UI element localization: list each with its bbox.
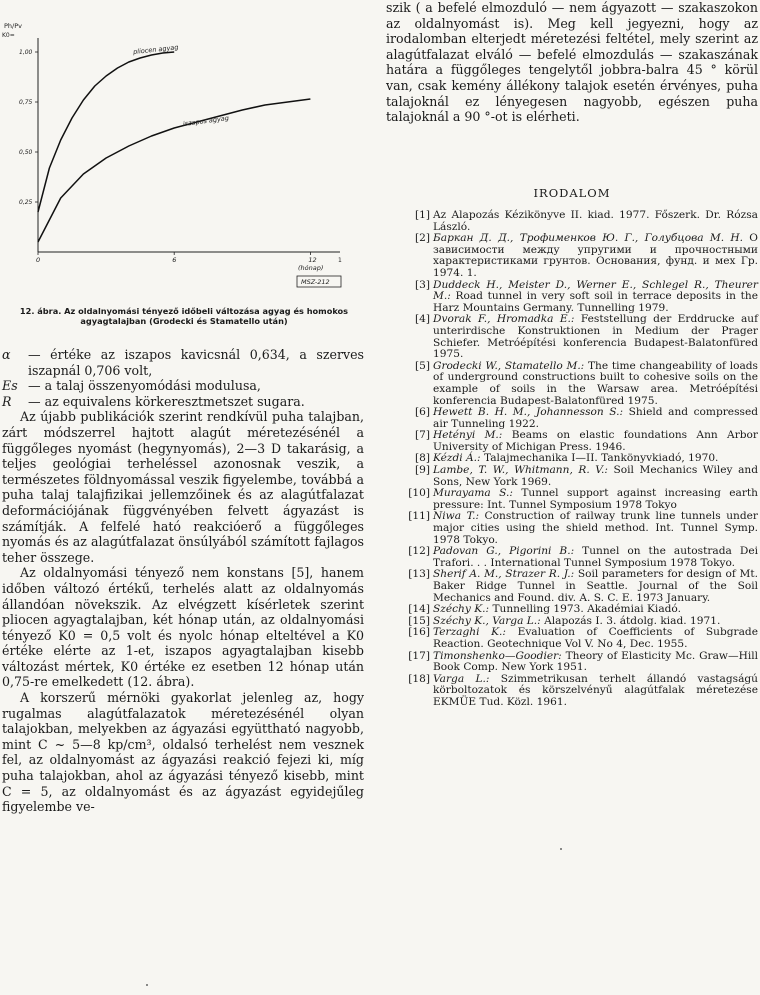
definition-symbol: α [2, 347, 11, 362]
series-label-0: pliocen agyag [132, 43, 179, 56]
reference-number: [1] [414, 209, 430, 221]
y-tick-label: 0,25 [19, 199, 33, 206]
reference-title: Soil Mechanics Wiley and Sons, New York 1969. [433, 464, 758, 488]
y-tick-label: 1,00 [19, 49, 33, 56]
reference-number: [11] [408, 510, 430, 523]
reference-title: Tunnelling 1973. Akadémiai Kiadó. [489, 603, 681, 616]
reference-title: Road tunnel in very soft soil in terrace deposits in the Harz Mountains Germany. Tunnelling 1979. [433, 290, 758, 314]
reference-authors: Niwa T.: [433, 510, 480, 523]
reference-authors: Kézdi Á.: [433, 452, 481, 465]
reference-number: [15] [408, 614, 430, 627]
definition-r [2, 394, 364, 410]
reference-item [398, 280, 758, 315]
x-tick-label: 0 [36, 256, 41, 264]
reference-number: [7] [414, 429, 430, 442]
reference-text [433, 511, 758, 546]
reference-text [433, 314, 758, 360]
paragraph-lateral-coefficient: Az oldalnyomási tényező nem konstans [5], hanem időben változó értékű, terhelés alatt az oldalnyomás állandóan növekszik. Az elvégzett kísérletek szerint pliocen agyagtalajban, két hónap után, az oldalnyomási tényező K0 = 0,5 volt és nyolc hónap elteltével a K0 értéke elérte az 1-et, iszapos agyagtalajban kisebb változást mértek, K0 értéke ez esetben 12 hónap után 0,75-re emelkedett (12. ábra). [2, 565, 364, 690]
reference-item [398, 546, 758, 569]
reference-authors: Баркан Д. Д., Трофименков Ю. Г., Голубцова М. Н. [433, 232, 744, 245]
reference-title: The time changeability of loads of underground constructions built to cohesive soils on the example of soils in the Warsaw area. Metróépítési konferencia Budapest-Balatonfüred 1975. [433, 359, 758, 407]
reference-item [398, 465, 758, 488]
paragraph-soft-soil-design: Az újabb publikációk szerint rendkívül puha talajban, zárt módszerrel hajtott alagút méretezésénél a függőleges nyomást (hegynyomás), 2—3 D takarásig, a teljes geológiai terheléssel azonosnak veszik, a természetes földnyomással veszik figyelembe, továbbá a puha talaj talajfizikai jellemzőinek és az alagútfalazat deformációjának függvényében felvett ágyazást is számítják. A felfelé ható reakcióerő a függőleges nyomás és az alagútfalazat önsúlyából számított fajlagos teher összege. [2, 409, 364, 565]
reference-text [433, 210, 758, 233]
reference-number: [14] [408, 603, 430, 616]
x-axis-label: (hónap) [298, 264, 324, 272]
reference-authors: Duddeck H., Meister D., Werner E., Schlegel R., Theurer M.: [433, 278, 758, 303]
reference-authors: Hewett B. H. M., Johannesson S.: [433, 406, 624, 419]
reference-authors: Terzaghi K.: [433, 626, 506, 639]
reference-authors: Lambe, T. W., Whitmann, R. V.: [433, 464, 608, 477]
definition-text: — a talaj összenyomódási modulusa, [28, 378, 261, 394]
reference-item [398, 569, 758, 604]
reference-number: [17] [408, 649, 430, 662]
reference-text [433, 280, 758, 315]
reference-title: Az Alapozás Kézikönyve II. kiad. 1977. Főszerk. Dr. Rózsa László. [433, 209, 758, 233]
reference-title: Construction of railway trunk line tunnels under major cities using the shield method. Int. Tunnel Symp. 1978 Tokyo. [433, 510, 758, 546]
reference-number: [9] [414, 464, 430, 477]
scan-speck [560, 848, 562, 850]
reference-text [433, 627, 758, 650]
reference-text [433, 465, 758, 488]
definition-symbol: Es [2, 378, 18, 394]
y-tick-label: 0,75 [19, 99, 33, 106]
reference-number: [8] [414, 452, 430, 465]
reference-text [433, 569, 758, 604]
reference-number: [3] [414, 278, 430, 291]
reference-authors: Dvorak F., Hromadka E.: [433, 313, 575, 326]
reference-text [433, 674, 758, 709]
series-line-0 [38, 52, 174, 212]
reference-item [398, 651, 758, 674]
reference-number: [6] [414, 406, 430, 419]
figure-caption: 12. ábra. Az oldalnyomási tényező időbeli változása agyag és homokos agyagtalajban (Grodecki és Stamatello után) [19, 306, 349, 326]
reference-text [433, 651, 758, 674]
reference-authors: Padovan G., Pigorini B.: [433, 545, 575, 558]
y-axis-sublabel: K0= [2, 32, 15, 39]
reference-authors: Sherif A. M., Strazer R. J.: [433, 568, 575, 581]
definition-symbol: R [2, 393, 12, 409]
reference-title: Evaluation of Coefficients of Subgrade Reaction. Geotechnique Vol V. No 4, Dec. 1955. [433, 626, 758, 650]
reference-item [398, 361, 758, 407]
definition-text: — értéke az iszapos kavicsnál 0,634, a szerves iszapnál 0,706 volt, [28, 347, 364, 378]
reference-number: [13] [408, 568, 430, 581]
reference-authors: Széchy K., Varga L.: [433, 614, 541, 627]
reference-item [398, 627, 758, 650]
reference-title: Soil parameters for design of Mt. Baker Ridge Tunnel in Seattle. Journal of the Soil Mechanics and Found. div. A. S. C. E. 1973 January. [433, 568, 758, 604]
reference-title: Tunnel on the autostrada Dei Trafori. . . International Tunnel Symposium 1978 Tokyo. [433, 545, 758, 569]
scan-speck [146, 984, 148, 986]
reference-number: [2] [414, 232, 430, 245]
extra-x-tick: 1 [338, 257, 342, 264]
series-line-1 [38, 99, 310, 242]
reference-item [398, 488, 758, 511]
definition-es [2, 378, 364, 394]
figure-tag: MSZ-212 [301, 278, 330, 286]
definition-text: — az equivalens körkeresztmetszet sugara. [28, 393, 305, 409]
reference-title: Feststellung der Erddrucke auf unterirdische Konstruktionen in Medium der Prager Schiefer. Metróépítési konferencia Budapest-Balatonfüred 1975. [433, 313, 759, 361]
x-tick-label: 12 [308, 256, 317, 264]
paragraph-engineering-practice: A korszerű mérnöki gyakorlat jelenleg az, hogy rugalmas alagútfalazatok méretezésénél olyan talajokban, melyekben az ágyazási együttható nagyobb, mint C ~ 5—8 kp/cm³, oldalsó terhelést nem vesznek fel, az oldalnyomást az ágyazási reakció fejezi ki, míg puha talajokban, ahol az ágyazási tényező kisebb, mint C = 5, az oldalnyomást és az ágyazást egyidejűleg figyelembe ve- [2, 690, 364, 815]
reference-text [433, 546, 758, 569]
reference-title: Shield and compressed air Tunneling 1922. [433, 406, 759, 430]
references-heading: IRODALOM [533, 186, 611, 200]
reference-title: Theory of Elasticity Mc. Graw—Hill Book Comp. New York 1951. [433, 649, 758, 674]
reference-item [398, 314, 758, 360]
reference-item [398, 210, 758, 233]
reference-authors: Grodecki W., Stamatello M.: [433, 359, 585, 372]
y-axis-label: Ph/Pv [4, 22, 22, 30]
reference-item [398, 430, 758, 453]
reference-item [398, 674, 758, 709]
reference-text [433, 361, 758, 407]
y-tick-label: 0,50 [19, 149, 33, 156]
reference-title: Szimmetrikusan terhelt állandó vastagságú körboltozatok és körszelvényű alagútfalak méretezése EKMÜE Tud. Közl. 1961. [433, 672, 758, 708]
reference-text [433, 233, 758, 279]
reference-title: Beams on elastic foundations Ann Arbor University of Michigan Press. 1946. [433, 429, 758, 453]
reference-text [433, 430, 758, 453]
paragraph-continuation: szik ( a befelé elmozduló — nem ágyazott — szakaszokon az oldalnyomást is). Meg kell jegyezni, hogy az irodalomban elterjedt méretezési feltétel, mely szerint az alagútfalazat elváló — befelé elmozdulás — szakaszának határa a függőleges tengelytől jobbra-balra 45 ° körül van, csak kemény állékony talajok esetén érvényes, puha talajoknál ez lényegesen nagyobb, egészen puha talajoknál a 90 °-ot is elérheti. [386, 0, 758, 125]
reference-item [398, 511, 758, 546]
reference-number: [5] [414, 359, 430, 372]
reference-number: [10] [408, 487, 430, 500]
reference-authors: Timonshenko—Goodier: [433, 649, 562, 662]
reference-authors: Varga L.: [433, 672, 490, 685]
reference-item [398, 233, 758, 279]
reference-authors: Hetényi M.: [433, 429, 503, 442]
lateral-pressure-chart [0, 0, 370, 300]
reference-text [433, 407, 758, 430]
reference-number: [12] [408, 545, 430, 558]
series-label-1: iszapos agyag [182, 114, 230, 128]
reference-title: Talajmechanika I—II. Tankönyvkiadó, 1970. [480, 452, 719, 465]
references-list [398, 210, 758, 709]
left-column [2, 347, 364, 815]
reference-number: [16] [408, 626, 430, 639]
reference-text [433, 488, 758, 511]
reference-title: О зависимости между упругими и прочностными характеристиками грунтов. Основания, фунд. и мех Гр. 1974. 1. [433, 232, 758, 279]
reference-authors: Murayama S.: [433, 487, 513, 500]
reference-item [398, 407, 758, 430]
x-tick-label: 6 [172, 256, 177, 264]
definition-alpha [2, 347, 364, 378]
reference-title: Alapozás I. 3. átdolg. kiad. 1971. [540, 614, 721, 627]
reference-authors: Széchy K.: [433, 603, 490, 616]
reference-number: [18] [408, 672, 430, 685]
reference-title: Tunnel support against increasing earth pressure: Int. Tunnel Symposium 1978 Tokyo [433, 487, 758, 511]
reference-number: [4] [414, 313, 430, 326]
